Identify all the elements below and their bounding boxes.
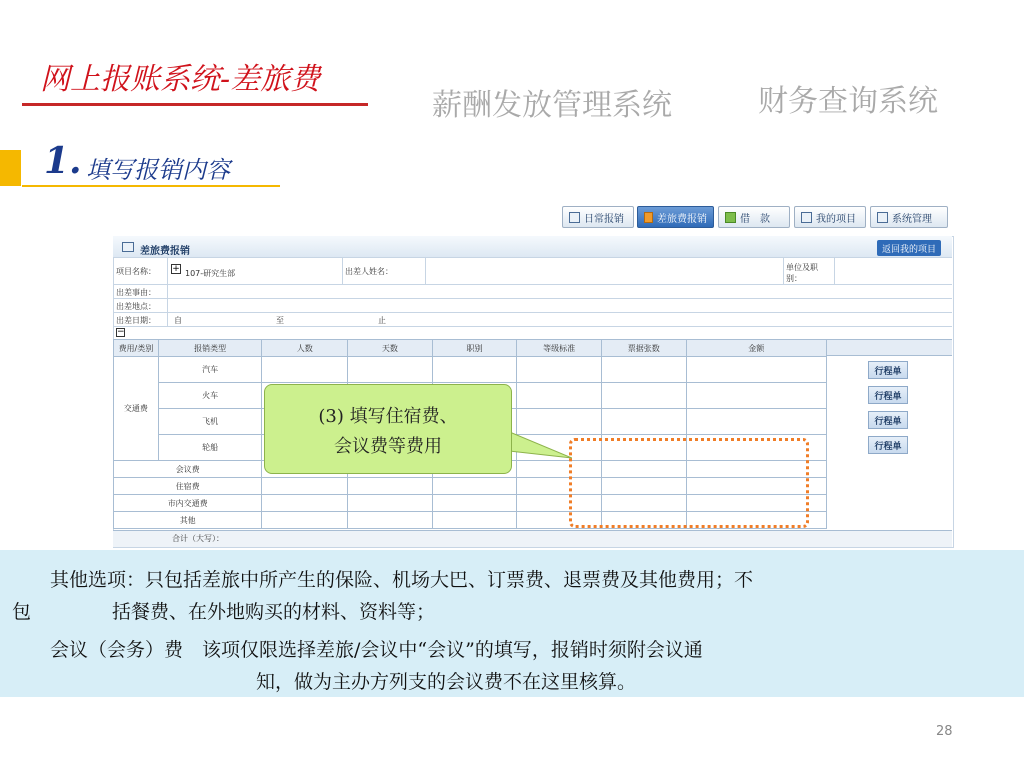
note-line-1: 其他选项：只包括差旅中所产生的保险、机场大巴、订票费、退票费及其他费用；不: [50, 569, 754, 591]
list-icon: [801, 212, 812, 223]
step-label: 填写报销内容: [86, 156, 230, 184]
grid-header: 报销类型: [158, 340, 262, 357]
page-number: 28: [936, 724, 953, 739]
input-cell[interactable]: [686, 357, 826, 383]
loan-label: 借 款: [740, 213, 770, 225]
input-cell[interactable]: [601, 383, 686, 409]
settings-icon: [877, 212, 888, 223]
input-cell[interactable]: [601, 409, 686, 435]
traveler-name-input[interactable]: [426, 259, 782, 283]
traveler-name-label: 出差人姓名：: [345, 267, 393, 276]
grid-header: 天数: [348, 340, 433, 357]
input-cell[interactable]: [262, 357, 348, 383]
row-divider: [113, 312, 952, 313]
travel-reimbursement-button[interactable]: [637, 206, 714, 228]
date-to-label: 至: [276, 316, 284, 325]
nav-finance-query-system[interactable]: 财务查询系统: [758, 84, 938, 119]
system-management-button[interactable]: [870, 206, 948, 228]
input-cell[interactable]: [348, 478, 433, 495]
callout-bubble: [264, 384, 512, 474]
total-row: [113, 530, 952, 547]
expense-type-cell: 轮船: [158, 435, 262, 461]
expense-type-cell: 会议费: [114, 461, 262, 478]
note-line-2: 括餐费、在外地购买的材料、资料等；: [112, 601, 436, 623]
position-input[interactable]: [835, 259, 951, 283]
col-divider: [342, 258, 343, 284]
grid-header: 人数: [262, 340, 348, 357]
daily-reimbursement-label: 日常报销: [584, 213, 624, 225]
my-projects-label: 我的项目: [816, 213, 856, 225]
grid-right-header: [827, 339, 952, 356]
total-label: 合计（大写）：: [172, 534, 224, 543]
project-name-value: 107-研究生部: [185, 269, 236, 278]
itinerary-button[interactable]: 行程单: [868, 386, 908, 404]
position-label-2: 别：: [786, 274, 802, 283]
input-cell[interactable]: [686, 409, 826, 435]
expense-type-cell: 火车: [158, 383, 262, 409]
reason-label: 出差事由：: [116, 288, 156, 297]
date-from-label: 自: [174, 316, 182, 325]
note-line-3: 会议（会务）费 该项仅限选择差旅/会议中“会议”的填写，报销时须附会议通: [50, 639, 703, 661]
input-cell[interactable]: [262, 478, 348, 495]
location-input[interactable]: [168, 299, 951, 311]
input-cell[interactable]: [348, 495, 433, 512]
input-cell[interactable]: [517, 383, 602, 409]
grid-header: 金额: [686, 340, 826, 357]
itinerary-button[interactable]: 行程单: [868, 411, 908, 429]
note-line-4: 知，做为主办方列支的会议费不在这里核算。: [256, 671, 637, 693]
collapse-icon[interactable]: −: [117, 327, 125, 337]
date-end-label: 止: [378, 316, 386, 325]
input-cell[interactable]: [432, 357, 517, 383]
table-row: [114, 357, 827, 383]
input-cell[interactable]: [432, 478, 517, 495]
travel-icon: [644, 212, 653, 223]
grid-header-row: [114, 340, 827, 357]
row-divider: [113, 326, 952, 327]
callout-text-line1: (3) 填写住宿费、: [318, 406, 458, 427]
loan-button[interactable]: [718, 206, 790, 228]
input-cell[interactable]: [432, 512, 517, 529]
slide-title: 网上报账系统-差旅费: [40, 62, 321, 97]
grid-header: 费用/类别: [114, 340, 159, 357]
expense-type-cell: 市内交通费: [114, 495, 262, 512]
nav-salary-system[interactable]: 薪酬发放管理系统: [432, 88, 672, 123]
my-projects-button[interactable]: [794, 206, 866, 228]
input-cell[interactable]: [432, 495, 517, 512]
date-label: 出差日期：: [116, 316, 156, 325]
input-cell[interactable]: [262, 512, 348, 529]
grid-header: 职别: [432, 340, 517, 357]
location-label: 出差地点：: [116, 302, 156, 311]
title-underline: [22, 103, 368, 106]
document-icon: [569, 212, 580, 223]
input-cell[interactable]: [348, 512, 433, 529]
step-number: 1.: [44, 140, 82, 182]
highlight-box: [569, 438, 809, 528]
input-cell[interactable]: [348, 357, 433, 383]
expense-type-cell: 其他: [114, 512, 262, 529]
note-line-2-prefix: 包: [12, 601, 32, 623]
reason-input[interactable]: [168, 285, 951, 297]
expense-type-cell: 住宿费: [114, 478, 262, 495]
input-cell[interactable]: [686, 383, 826, 409]
form-icon: [122, 242, 134, 252]
col-divider: [783, 258, 784, 284]
system-management-label: 系统管理: [892, 213, 932, 225]
position-label: 单位及职: [786, 263, 818, 272]
expense-type-cell: 飞机: [158, 409, 262, 435]
loan-icon: [725, 212, 736, 223]
expand-icon[interactable]: +: [172, 264, 180, 274]
callout-text-line2: 会议费等费用: [334, 436, 442, 457]
input-cell[interactable]: [262, 495, 348, 512]
panel-header: [113, 236, 952, 258]
itinerary-button[interactable]: 行程单: [868, 361, 908, 379]
travel-reimbursement-label: 差旅费报销: [657, 213, 707, 225]
grid-header: 等级标准: [517, 340, 602, 357]
project-name-label: 项目名称：: [116, 267, 156, 276]
grid-header: 票据张数: [601, 340, 686, 357]
panel-title: 差旅费报销: [140, 246, 190, 257]
input-cell[interactable]: [601, 357, 686, 383]
step-underline: [22, 185, 280, 187]
expense-type-cell: 汽车: [158, 357, 262, 383]
input-cell[interactable]: [517, 357, 602, 383]
accent-bar: [0, 150, 21, 186]
transport-group-cell: 交通费: [114, 357, 159, 461]
daily-reimbursement-button[interactable]: [562, 206, 634, 228]
itinerary-button[interactable]: 行程单: [868, 436, 908, 454]
back-to-projects-button[interactable]: 返回我的项目: [877, 240, 941, 256]
